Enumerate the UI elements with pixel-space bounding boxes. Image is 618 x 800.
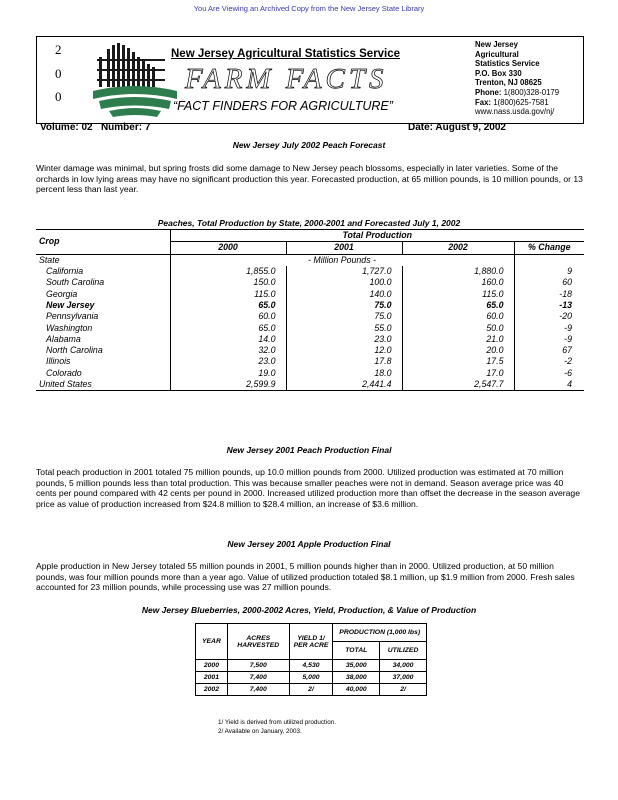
footnote: 2/ Available on January, 2003.: [218, 728, 302, 735]
change-cell: 60: [562, 277, 572, 288]
table-title: Peaches, Total Production by State, 2000-2001 and Forecasted July 1, 2002: [157, 218, 461, 228]
yield-col-header: YIELD 1/ PER ACRE: [289, 624, 333, 660]
issue-date: Date: August 9, 2002: [408, 122, 506, 133]
change-cell: 9: [567, 266, 572, 277]
peach-production-table: [36, 229, 584, 391]
phone-label: Phone:: [475, 87, 502, 97]
yield-cell: 4,530: [289, 660, 333, 672]
value-cell: 65.0: [170, 300, 286, 311]
value-cell: 2,441.4: [286, 379, 402, 391]
contact-block: [475, 40, 559, 117]
value-cell: 160.0: [402, 277, 514, 288]
acres-col-header: ACRES HARVESTED: [227, 624, 289, 660]
value-cell: 23.0: [286, 334, 402, 345]
year-col-header: YEAR: [196, 624, 228, 660]
value-cell: 21.0: [402, 334, 514, 345]
year-digit: 0: [55, 66, 62, 81]
crop-header: Crop: [36, 230, 170, 255]
change-cell: -13: [559, 299, 572, 310]
value-cell: 2,599.9: [170, 379, 286, 391]
acres-cell: 7,400: [227, 672, 289, 684]
fax-line: [475, 98, 559, 108]
phone-number: 1(800)328-0179: [503, 87, 560, 97]
website-link[interactable]: www.nass.usda.gov/nj/: [475, 107, 555, 117]
value-cell: 140.0: [286, 288, 402, 299]
address-line: New Jersey: [475, 40, 518, 49]
value-cell: 32.0: [170, 345, 286, 356]
total-production-header: Total Production: [170, 230, 584, 242]
utilized-cell: 37,000: [380, 672, 427, 684]
acres-cell: 7,500: [227, 660, 289, 672]
archive-notice: You Are Viewing an Archived Copy from the New Jersey State Library: [193, 4, 425, 13]
table-row: [36, 266, 584, 277]
state-cell: Washington: [36, 322, 170, 333]
address-line: Trenton, NJ 08625: [475, 78, 542, 88]
table-row: [36, 311, 584, 322]
value-cell: 50.0: [402, 322, 514, 333]
value-cell: 1,880.0: [402, 266, 514, 277]
value-cell: 115.0: [170, 288, 286, 299]
value-cell: 20.0: [402, 345, 514, 356]
utilized-cell: 2/: [380, 684, 427, 696]
value-cell: 75.0: [286, 300, 402, 311]
value-cell: 2,547.7: [402, 379, 514, 391]
change-cell: -18: [559, 288, 572, 299]
section-paragraph: Winter damage was minimal, but spring frosts did some damage to New Jersey peach blossoms, especially in later varieties. Some of the orchards in low lying areas may have no significant production this year. Forecasted production, at 65 million pounds, is 10 million pounds, or 13 percent less than last year.: [36, 163, 583, 195]
section-heading: New Jersey July 2002 Peach Forecast: [232, 140, 386, 150]
newsletter-title: FARM FACTS: [185, 63, 388, 95]
table-row: [36, 356, 584, 367]
issue-line: [40, 122, 582, 133]
state-cell: Alabama: [36, 334, 170, 345]
value-cell: 55.0: [286, 322, 402, 333]
section-heading: New Jersey 2001 Peach Production Final: [226, 445, 392, 455]
production-col-header: PRODUCTION (1,000 lbs): [333, 624, 427, 642]
address-line: P.O. Box 330: [475, 68, 522, 78]
table-row: [196, 684, 427, 696]
slogan: “FACT FINDERS FOR AGRICULTURE”: [173, 99, 393, 113]
value-cell: 17.8: [286, 356, 402, 367]
value-cell: 65.0: [402, 300, 514, 311]
unit-label: - Million Pounds -: [170, 254, 514, 266]
change-cell: -6: [564, 367, 572, 378]
year-header: 2002: [402, 242, 514, 254]
table-row: [196, 660, 427, 672]
value-cell: 17.5: [402, 356, 514, 367]
change-cell: -9: [564, 333, 572, 344]
year-digit: 0: [55, 89, 62, 104]
total-cell: 40,000: [333, 684, 380, 696]
section-heading: New Jersey 2001 Apple Production Final: [227, 539, 391, 549]
year-cell: 2002: [196, 684, 228, 696]
yield-cell: 2/: [289, 684, 333, 696]
footnote: 1/ Yield is derived from utilized production.: [218, 719, 336, 726]
blueberry-table: [195, 623, 427, 696]
state-cell: Pennsylvania: [36, 311, 170, 322]
masthead: [36, 36, 584, 124]
value-cell: 14.0: [170, 334, 286, 345]
state-cell: United States: [36, 379, 170, 391]
phone-line: [475, 88, 559, 98]
change-cell: -2: [564, 356, 572, 367]
table-row: [36, 345, 584, 356]
state-cell: New Jersey: [36, 300, 170, 311]
utilized-col-header: UTILIZED: [380, 642, 427, 660]
state-cell: South Carolina: [36, 277, 170, 288]
total-cell: 35,000: [333, 660, 380, 672]
value-cell: 1,855.0: [170, 266, 286, 277]
state-cell: Georgia: [36, 288, 170, 299]
farm-logo-icon: [89, 39, 181, 121]
yield-cell: 5,000: [289, 672, 333, 684]
state-cell: Colorado: [36, 368, 170, 379]
change-cell: -20: [559, 311, 572, 322]
fax-label: Fax:: [475, 97, 492, 107]
acres-cell: 7,400: [227, 684, 289, 696]
section-paragraph: Total peach production in 2001 totaled 75 million pounds, up 10.0 million pounds from 2000. Utilized production was estimated at 70 million pounds, 5 million pounds less than total production. This was because smaller peaches were not in demand. Season average price was 40 cents per pound compared with 42 cents per pound in 2000. Increased utilized production more than offset the decrease in the season average price as value of production increased from $24.8 million to $28.4 million, an increase of $3.6 million.: [36, 467, 580, 509]
value-cell: 100.0: [286, 277, 402, 288]
value-cell: 18.0: [286, 368, 402, 379]
table-row: [36, 334, 584, 345]
table-row: [196, 672, 427, 684]
total-col-header: TOTAL: [333, 642, 380, 660]
change-header: % Change: [527, 242, 571, 253]
value-cell: 60.0: [170, 311, 286, 322]
value-cell: 65.0: [170, 322, 286, 333]
year-cell: 2001: [196, 672, 228, 684]
year-header: 2001: [286, 242, 402, 254]
table-row: [36, 288, 584, 299]
value-cell: 19.0: [170, 368, 286, 379]
state-label: State: [36, 254, 170, 266]
value-cell: 115.0: [402, 288, 514, 299]
address-line: Statistics Service: [475, 59, 540, 69]
value-cell: 23.0: [170, 356, 286, 367]
year-cell: 2000: [196, 660, 228, 672]
state-cell: California: [36, 266, 170, 277]
table-row: [36, 300, 584, 311]
volume-number: Volume: 02 Number: 7: [40, 122, 151, 133]
org-name: New Jersey Agricultural Statistics Service: [171, 48, 401, 60]
fax-number: 1(800)625-7581: [493, 97, 549, 107]
value-cell: 75.0: [286, 311, 402, 322]
section-paragraph: Apple production in New Jersey totaled 55 million pounds in 2001, 5 million pounds higher than in 2000. Utilized production, at 50 million pounds, was four million pounds more than a year ago. Value of utilized production totaled $8.1 million, up $1.9 million from 2000. Fresh sales accounted for 23 million pounds, while processing use was 27 million pounds.: [36, 561, 575, 593]
table-row: [36, 322, 584, 333]
table-row: [36, 277, 584, 288]
value-cell: 150.0: [170, 277, 286, 288]
change-cell: 4: [567, 379, 572, 389]
change-cell: -9: [564, 322, 572, 333]
year-header: 2000: [170, 242, 286, 254]
address-line: Agricultural: [475, 49, 519, 59]
value-cell: 17.0: [402, 368, 514, 379]
state-cell: Illinois: [36, 356, 170, 367]
change-cell: 67: [562, 345, 572, 356]
value-cell: 1,727.0: [286, 266, 402, 277]
value-cell: 12.0: [286, 345, 402, 356]
table-row: [36, 379, 584, 391]
utilized-cell: 34,000: [380, 660, 427, 672]
total-cell: 38,000: [333, 672, 380, 684]
year-digit: 2: [55, 42, 62, 57]
value-cell: 60.0: [402, 311, 514, 322]
table-row: [36, 368, 584, 379]
table-title: New Jersey Blueberries, 2000-2002 Acres, Yield, Production, & Value of Production: [141, 605, 477, 615]
state-cell: North Carolina: [36, 345, 170, 356]
